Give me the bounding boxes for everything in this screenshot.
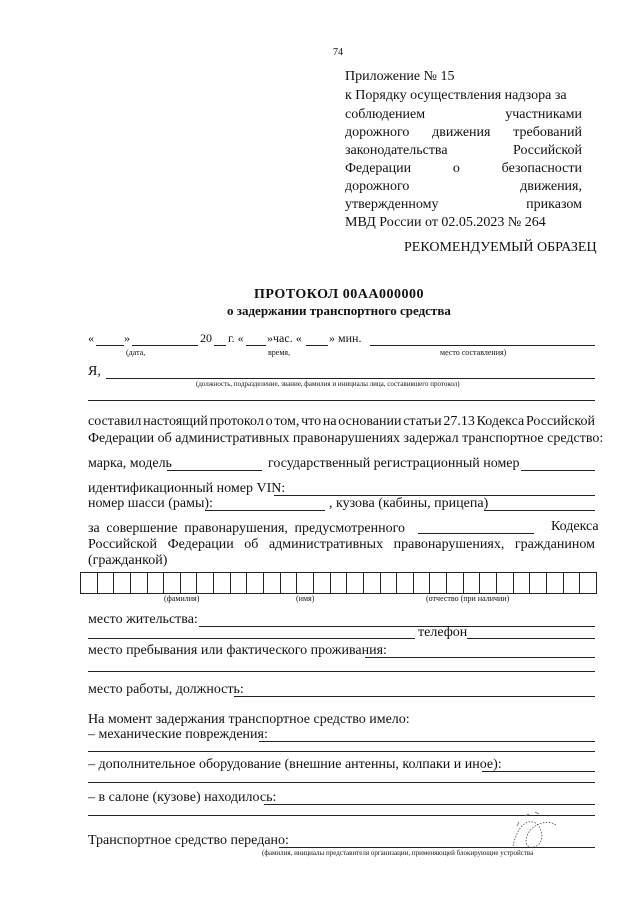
code-label: Кодекса xyxy=(551,519,599,534)
day-field[interactable] xyxy=(96,345,124,346)
brand-model-field[interactable] xyxy=(167,470,262,471)
residence-field-continuation[interactable] xyxy=(88,638,415,639)
officer-field[interactable] xyxy=(106,378,595,379)
phone-field[interactable] xyxy=(467,638,595,639)
appendix-title: Приложение № 15 xyxy=(345,69,455,84)
work-label: место работы, должность: xyxy=(88,682,244,697)
chassis-field[interactable] xyxy=(205,510,325,511)
name-grid[interactable] xyxy=(80,572,597,594)
page-number: 74 xyxy=(333,47,343,58)
body-label: , кузова (кабины, прицепа) xyxy=(329,496,489,511)
hint-name: (имя) xyxy=(296,594,315,603)
appendix-line-7: МВД России от 02.05.2023 № 264 xyxy=(345,215,546,230)
damage-label: – механические повреждения: xyxy=(88,727,268,742)
stay-field[interactable] xyxy=(365,657,595,658)
appendix-line-2: дорожного движения требований xyxy=(345,125,582,140)
hint-patronymic: (отчество (при наличии) xyxy=(426,594,510,603)
chassis-label: номер шасси (рамы): xyxy=(88,496,213,511)
residence-label: место жительства: xyxy=(88,612,198,627)
stay-field-continuation[interactable] xyxy=(88,671,595,672)
offense-line-3: (гражданкой) xyxy=(88,553,168,568)
work-field[interactable] xyxy=(234,696,595,697)
minute-field[interactable] xyxy=(306,345,328,346)
compiled-line-2: Федерации об административных правонарушениях задержал транспортное средство: xyxy=(88,431,604,446)
vin-label: идентификационный номер VIN: xyxy=(88,481,286,496)
residence-field[interactable] xyxy=(199,626,595,627)
i-label: Я, xyxy=(88,364,101,379)
appendix-line-6: утвержденному приказом xyxy=(345,197,582,212)
hint-place: место составления) xyxy=(440,348,507,357)
condition-intro: На момент задержания транспортное средство имело: xyxy=(88,712,410,727)
hint-time: время, xyxy=(268,348,291,357)
equipment-field-continuation[interactable] xyxy=(88,782,595,783)
place-field[interactable] xyxy=(370,345,595,346)
signature-mark xyxy=(505,808,565,858)
body-field[interactable] xyxy=(484,510,595,511)
stay-label: место пребывания или фактического проживания: xyxy=(88,643,387,658)
brand-model-label: марка, модель xyxy=(88,456,172,471)
reg-number-label: государственный регистрационный номер xyxy=(268,456,520,471)
interior-field[interactable] xyxy=(264,804,595,805)
month-field[interactable] xyxy=(132,345,198,346)
hint-surname: (фамилия) xyxy=(164,594,200,603)
appendix-line-3: законодательства Российской xyxy=(345,143,582,158)
officer-field-continuation[interactable] xyxy=(88,400,595,401)
hour-field[interactable] xyxy=(246,345,266,346)
recommended-sample: РЕКОМЕНДУЕМЫЙ ОБРАЗЕЦ xyxy=(404,240,597,255)
transferred-label: Транспортное средство передано: xyxy=(88,833,289,848)
reg-number-field[interactable] xyxy=(521,470,595,471)
offense-line-1: за совершение правонарушения, предусмотренного xyxy=(88,521,405,536)
hint-date: (дата, xyxy=(126,348,146,357)
interior-label: – в салоне (кузове) находилось: xyxy=(88,790,277,805)
appendix-line-1: соблюдением участниками xyxy=(345,107,582,122)
year-field[interactable] xyxy=(214,345,226,346)
offense-line-2: Российской Федерации об административных правонарушениях, гражданином xyxy=(88,537,595,552)
transferred-hint: (фамилия, инициалы представителя организации, применяющей блокирующие устройства xyxy=(262,849,534,857)
protocol-subtitle: о задержании транспортного средства xyxy=(227,303,451,318)
appendix-line-4: Федерации о безопасности xyxy=(345,161,582,176)
equipment-field[interactable] xyxy=(482,771,595,772)
article-field[interactable] xyxy=(418,533,534,534)
appendix-line-0: к Порядку осуществления надзора за xyxy=(345,88,567,103)
damage-field-continuation[interactable] xyxy=(88,751,595,752)
protocol-title: ПРОТОКОЛ 00АА000000 xyxy=(254,287,424,302)
officer-hint: (должность, подразделение, звание, фамилия и инициалы лица, составившего протокол) xyxy=(196,380,460,388)
appendix-line-5: дорожного движения, xyxy=(345,179,582,194)
damage-field[interactable] xyxy=(259,741,595,742)
phone-label: телефон xyxy=(418,625,468,640)
compiled-line-1: составил настоящий протокол о том, что на основании статьи 27.13 Кодекса Российской xyxy=(88,414,595,429)
equipment-label: – дополнительное оборудование (внешние антенны, колпаки и иное): xyxy=(88,757,502,772)
